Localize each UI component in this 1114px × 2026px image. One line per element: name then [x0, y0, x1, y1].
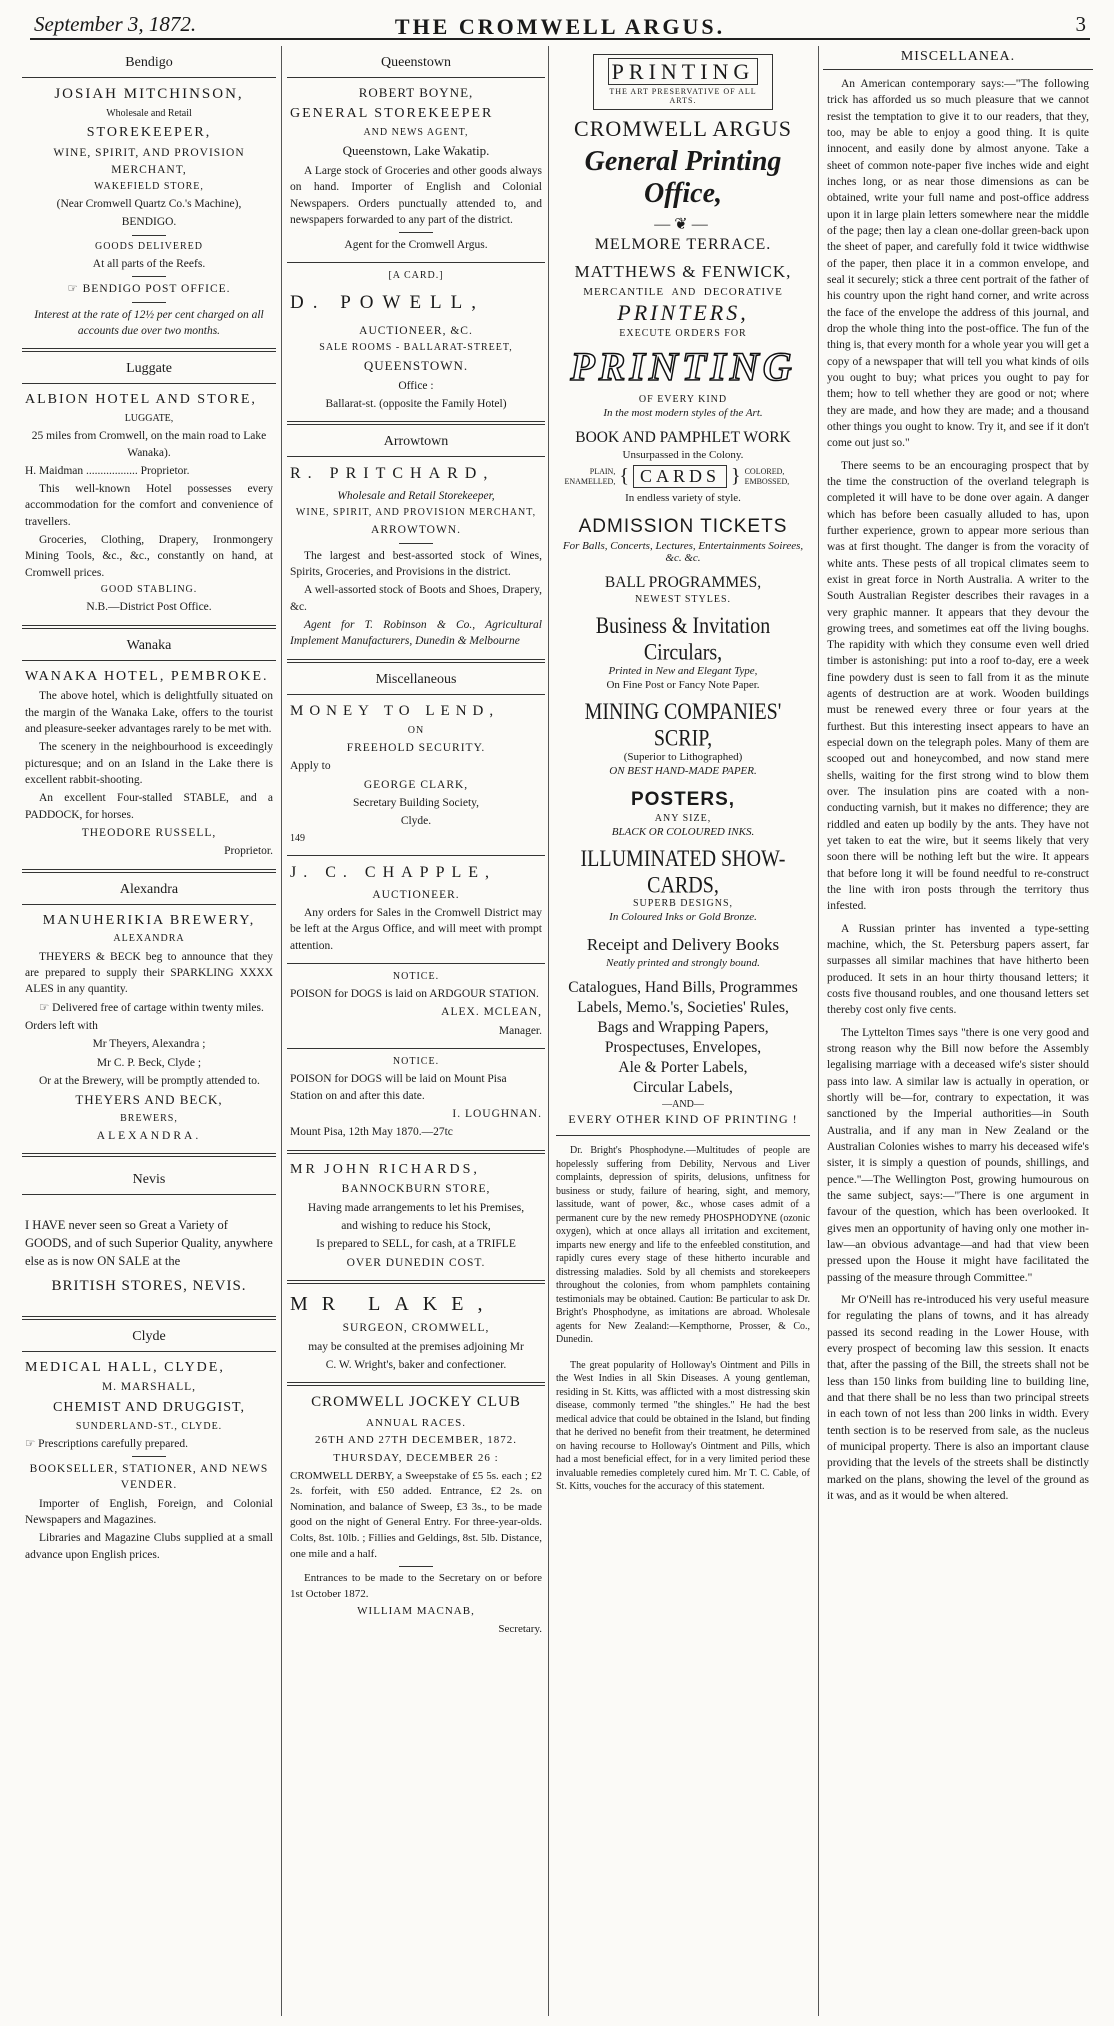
ad-jockey-club [287, 1386, 545, 1646]
advertiser-name: MEDICAL HALL, CLYDE, [25, 1359, 225, 1375]
ad-line: (Superior to Lithographed) [623, 751, 743, 763]
ad-line: OVER DUNEDIN COST. [346, 1256, 486, 1269]
divider [132, 235, 166, 236]
masthead [30, 8, 1090, 40]
ad-line: Having made arrangements to let his Premises, [307, 1201, 525, 1214]
ad-line: 26TH AND 27TH DECEMBER, 1872. [315, 1434, 517, 1447]
ad-line: Libraries and Magazine Clubs supplied at a small advance upon English prices. [25, 1532, 273, 1561]
ad-line: BLACK OR COLOURED INKS. [611, 826, 755, 838]
ad-line: SUPERB DESIGNS, [632, 898, 734, 909]
column-3-printing-ad [552, 46, 814, 2016]
ad-line: [A CARD.] [388, 270, 444, 282]
column-2 [287, 46, 545, 2016]
ad-line: ON BEST HAND-MADE PAPER. [609, 765, 757, 777]
ad-line: Mr Theyers, Alexandra ; [92, 1038, 206, 1051]
article-paragraph: A Russian printer has invented a type-setting machine, which, the St. Petersburg papers assert, far surpasses all similar machines that have hitherto been produced. It sets in an hour thirty thousand letters; it costs five thousand roubles, and one thousand letters set thereby cost only five cents. [827, 922, 1089, 1017]
ad-line: and wishing to reduce his Stock, [341, 1220, 491, 1233]
ad-line: BRITISH STORES, NEVIS. [51, 1278, 247, 1295]
ad-line: GEORGE CLARK, [363, 778, 469, 791]
ad-line: EVERY OTHER KIND OF PRINTING ! [568, 1112, 798, 1126]
ad-phosphodyne [556, 1135, 810, 1347]
ad-line: On Fine Post or Fancy Note Paper. [606, 679, 760, 691]
article-paragraph: There seems to be an encouraging prospect that by the time the construction of the overland telegraph is completed it will have to be done over again. A danger which has before been casually alluded to has, upon further experience, grown to appear more serious than was at first thought. The danger is from the voracity of white ants. These pests of all tropical climates seem to exist in great force in North Australia. A writer to the South Australian Register describes their ravages in a very graphic manner. It appears that they devour the growing trees, and sometimes eat off the living boughs. The rapidity with which they consume even well dried timber is astonishing: put into a roof to-day, ere a week fine powdery dust is seen to fall from it as the minute agents of destruction are at work. Wooden buildings must be renewed every three or four years at the furthest. But this interesting insect appears to have an especial down on the telegraph poles. Many of them are scooped out and honeycombed, and now stand mere shells, waiting for the first strong wind to blow them over. The insulation pins are coated with a non-conducting varnish, but it makes no difference; they are riddled and eaten up bodily by the ants. They have not yet taken to eat the wire, but it seems likely that very soon there will be nothing left but the wire. It appears that before long it will be found needful to re-construct the line with iron posts through the territory thus infested. [827, 459, 1089, 913]
advertiser-name: MR LAKE, [290, 1293, 497, 1316]
ad-line: POISON for DOGS will be laid on Mount Pisa Station on and after this date. [290, 1073, 507, 1102]
printing-display: PRINTING [570, 344, 796, 389]
ad-line: 25 miles from Cromwell, on the main road to Lake Wanaka). [31, 430, 267, 459]
ad-line: In Coloured Inks or Gold Bronze. [609, 911, 757, 923]
ad-line: THEYERS AND BECK, [75, 1092, 223, 1108]
ad-line: ☞ Delivered free of cartage within twenty miles. [39, 1001, 264, 1014]
ad-money-to-lend [287, 663, 545, 856]
ad-line: A Large stock of Groceries and other goods always on hand. Importer of English and Colonial Newspapers. Orders punctually attended to, and newspapers forwarded to any part of the district. [290, 164, 542, 226]
ad-line: Groceries, Clothing, Drapery, Ironmongery Mining Tools, &c., &c., constantly on hand, at Cromwell prices. [25, 534, 273, 579]
printing-banner-subtitle: THE ART PRESERVATIVE OF ALL ARTS. [609, 87, 757, 105]
ad-line: WINE, SPIRIT, AND PROVISION MERCHANT, [53, 147, 245, 176]
ad-luggate [22, 352, 276, 628]
ad-line: QUEENSTOWN. [363, 358, 469, 374]
section-heading: Wanaka [22, 633, 276, 661]
ad-line: The scenery in the neighbourhood is exceedingly picturesque; and on an Island in the Lake there is excellent rabbit-shooting. [25, 741, 273, 787]
article-paragraph: An American contemporary says:—"The following trick has afforded us so much pleasure that we cannot resist the temptation to give it to our readers, that they, too, may be able to enjoy a good thing. It is quite innocent, and easily done by almost anyone. Take a sheet of common note-paper five inches wide and eight inches long, or as near those dimensions as can be obtained, write your full name and post-office address upon it in large plain letters somewhere near the middle of the page; then lay a clean one-dollar green-back upon the sheet of paper, and carefully fold it twice widthwise of the paper, then place it in a common envelope, and seal it securely; stick a three cent portrait of the father of his country upon the right hand corner, and write across the face of the envelope the address of this journal, and drop the whole thing into the post-office. The fun of the thing is, that every month for a whole year you will get a copy of a newspaper that will tell you what kinds of oils you ought to buy; what prices you ought to pay for them; how to tell whether they are good or not; where they are made, and how they are made; and a thousand other things you ought to know. Try it, and see if it don't come out just so." [827, 78, 1089, 450]
column-1 [22, 46, 276, 2016]
ad-line: ALEX. MCLEAN, [441, 1006, 542, 1019]
ad-nevis [22, 1157, 276, 1319]
article-paragraph: The Lyttelton Times says "there is one very good and strong reason why the Bill now before the Assembly legalising marriage with a deceased wife's sister should pass into law. A similar law is actually in operation, or shortly will be—for, contrary to expectation, it was sanctioned by the Imperial authorities—in South Australia, and if any man in New Zealand or the Australian Colonies wishes to marry his deceased wife's sister, it is simply a question of pounds, shillings, and pence."—The Wellington Post, growing humourous on the same subject, says:—"There is one argument in favour of the question, which has been overlooked. It gives men an opportunity of having only one mother in-law—an obvious advantage—and had that view been pressed upon the House it might have facilitated the passing of the measure through Committee." [827, 1026, 1089, 1284]
ad-line: I HAVE never seen so Great a Variety of GOODS, and of such Superior Quality, anywhere else as is now ON SALE at the [25, 1218, 273, 1268]
ad-lake [287, 1284, 545, 1386]
ad-line: In the most modern styles of the Art. [603, 407, 763, 419]
ad-line: ALEXANDRA. [96, 1129, 202, 1142]
ad-line: NEWEST STYLES. [634, 594, 732, 605]
column-rule [281, 46, 282, 2016]
ad-line: AND [671, 287, 697, 298]
ad-line: AUCTIONEER, &C. [359, 324, 473, 337]
ad-line: MERCANTILE [583, 286, 665, 298]
ad-line: The above hotel, which is delightfully situated on the margin of the Wanaka Lake, offers to the tourist and pleasure-seeker advantages rarely to be met with. [25, 690, 273, 736]
advertiser-name: MANUHERIKIA BREWERY, [42, 912, 256, 928]
printing-banner [593, 54, 773, 110]
ad-line: PLAIN, ENAMELLED, [564, 466, 616, 486]
ad-line: CROMWELL DERBY, a Sweepstake of £5 5s. each ; £2 2s. forfeit, with £50 added. Entrance, £2 2s. on Nomination, and balance of Sweep, £3 3s., to be made good on the night of General Entry. For three-year-olds. Colts, 8st. 10lb. ; Fillies and Geldings, 8st. 5lb. Distance, one mile and a half. [290, 1469, 542, 1560]
section-heading: Alexandra [22, 877, 276, 905]
ad-line: Manager. [498, 1024, 542, 1037]
section-heading: Luggate [22, 356, 276, 384]
divider [399, 232, 433, 233]
divider [132, 302, 166, 303]
advertiser-name: MONEY TO LEND, [290, 702, 500, 719]
ad-line: may be consulted at the premises adjoining Mr [308, 1340, 524, 1353]
advertiser-name: JOSIAH MITCHINSON, [54, 85, 244, 102]
ad-line: Agent for the Cromwell Argus. [344, 239, 488, 252]
page-number: 3 [1075, 12, 1086, 36]
firm-name: MATTHEWS & FENWICK, [574, 262, 792, 281]
ad-line: Ballarat-st. (opposite the Family Hotel) [325, 397, 507, 410]
ad-line: This well-known Hotel possesses every accommodation for the comfort and convenience of travellers. [25, 483, 273, 528]
ad-line: ANY SIZE, [654, 813, 712, 824]
ad-line: Importer of English, Foreign, and Colonial Newspapers and Magazines. [25, 1497, 273, 1527]
printer-name: CROMWELL ARGUS [574, 116, 792, 141]
ad-line: Interest at the rate of 12½ per cent charged on all accounts due over two months. [34, 308, 264, 337]
cards-line [556, 465, 810, 488]
advertiser-name: R. PRITCHARD, [290, 465, 495, 483]
ad-line: AUCTIONEER. [372, 888, 460, 901]
ad-bendigo [22, 46, 276, 352]
ad-richards [287, 1154, 545, 1285]
ad-line: LUGGATE, [124, 412, 174, 424]
ad-line: Neatly printed and strongly bound. [606, 957, 760, 969]
ad-line: GOODS DELIVERED [94, 240, 204, 252]
ad-line: Mr C. P. Beck, Clyde ; [96, 1056, 202, 1069]
ad-line: Prospectuses, Envelopes, [604, 1039, 762, 1056]
divider [399, 543, 433, 544]
ad-line: ADMISSION TICKETS [578, 516, 788, 537]
advertiser-name: J. C. CHAPPLE, [290, 863, 497, 881]
ad-arrowtown [287, 425, 545, 662]
ad-line: CHEMIST AND DRUGGIST, [53, 1399, 245, 1415]
ad-line: POSTERS, [630, 789, 736, 810]
ad-line: —AND— [662, 1099, 704, 1110]
ad-line: Entrances to be made to the Secretary on or before 1st October 1872. [290, 1572, 542, 1600]
ad-line: PRINTERS, [617, 300, 749, 325]
ad-line: EXECUTE ORDERS FOR [619, 328, 747, 339]
ad-line: Secretary Building Society, [352, 797, 480, 810]
ad-queenstown [287, 46, 545, 263]
ad-line: STOREKEEPER, [86, 125, 212, 141]
ad-line: ILLUMINATED SHOW-CARDS, [580, 846, 786, 899]
column-4-miscellanea [823, 46, 1093, 2016]
divider [399, 1566, 433, 1567]
divider [132, 1456, 166, 1457]
ad-line: BOOKSELLER, STATIONER, AND NEWS VENDER. [29, 1463, 269, 1492]
ad-line: (Near Cromwell Quartz Co.'s Machine), [56, 198, 242, 211]
ad-line: ON [407, 724, 425, 736]
advertiser-name: ALBION HOTEL AND STORE, [25, 392, 257, 408]
section-heading: Clyde [22, 1324, 276, 1352]
ad-line: BREWERS, [120, 1112, 178, 1124]
divider [132, 276, 166, 277]
ad-clyde [22, 1320, 276, 1572]
ad-line: Is prepared to SELL, for cash, at a TRIFLE [316, 1238, 516, 1251]
notice-ardgour [287, 964, 545, 1049]
ad-line: OF EVERY KIND [638, 394, 728, 405]
ad-line: MELMORE TERRACE. [594, 236, 772, 253]
ad-line: ☞ BENDIGO POST OFFICE. [67, 283, 231, 296]
section-heading: Miscellaneous [287, 667, 545, 695]
advertiser-name: D. POWELL, [290, 291, 486, 313]
advertiser-name: ROBERT BOYNE, [358, 84, 474, 100]
ad-line: In endless variety of style. [625, 492, 741, 504]
section-heading: Queenstown [287, 50, 545, 78]
ad-alexandra [22, 873, 276, 1158]
article-paragraph: Mr O'Neill has re-introduced his very useful measure for regulating the plans of towns, and it has already passed its second reading in the Lower House, with every prospect of becoming law this session. It enacts that, after the passing of the Bill, the streets shall not be less than 150 links from building line to building line, and that there shall be no less than two principal streets in each town of not less than 200 links in width. Every tenth section is to be reserved from sale, as the nucleus of municipal property. There is also an important clause providing that the levels of the streets shall be distinctly marked on the plans, showing the level of the ground as it was, and as it would be when altered. [827, 1293, 1089, 1502]
notice-heading: NOTICE. [392, 970, 440, 982]
ad-line: WINE, SPIRIT, AND PROVISION MERCHANT, [295, 507, 537, 519]
ad-line: ALEXANDRA [113, 933, 185, 945]
column-rule [548, 46, 549, 2016]
ad-line: THEYERS & BECK beg to announce that they are prepared to supply their SPARKLING XXXX ALES in any quantity. [25, 950, 273, 996]
office-title: General Printing Office, [584, 146, 782, 209]
ad-line: Business & Invitation Circulars, [595, 613, 771, 666]
ad-line: Labels, Memo.'s, Societies' Rules, [577, 999, 789, 1016]
article-paragraph: The great popularity of Holloway's Ointment and Pills in the West Indies in all Skin Diseases. A young gentleman, residing in St. Kitts, was afflicted with a most distressing skin disease, commonly termed "the shingles." He had the best medical advice that could be obtained in the Island, but finding that he derived no benefit from their treatment, he determined on having recourse to Holloway's Ointment and Pills, which had a most beneficial effect, for in a very limited period these invaluable remedies completely cured him. Mr T. C. Cable, of St. Kitts, vouches for the accuracy of this statement. [556, 1359, 810, 1492]
section-heading: MISCELLANEA. [823, 46, 1093, 70]
ad-line: A well-assorted stock of Boots and Shoes, Drapery, &c. [290, 584, 542, 613]
notice-heading: NOTICE. [392, 1056, 440, 1068]
ad-line: DECORATIVE [703, 286, 783, 298]
ad-line: Mount Pisa, 12th May 1870.—27tc [290, 1126, 453, 1139]
ad-line: The largest and best-assorted stock of Wines, Spirits, Groceries, and Provisions in the district. [290, 549, 542, 579]
ad-line: Clyde. [400, 815, 432, 828]
ad-line: COLORED, EMBOSSED, [744, 466, 790, 486]
ad-line: AND NEWS AGENT, [363, 127, 469, 139]
masthead-title: THE CROMWELL ARGUS. [394, 14, 726, 39]
ad-line: SURGEON, CROMWELL, [342, 1322, 490, 1335]
section-heading: Arrowtown [287, 429, 545, 457]
ad-line: Or at the Brewery, will be promptly attended to. [39, 1074, 260, 1087]
ad-line: Proprietor. [224, 845, 273, 858]
ad-line: BENDIGO. [121, 216, 177, 229]
ad-line: THEODORE RUSSELL, [81, 827, 217, 840]
ad-holloway [556, 1355, 810, 1494]
ad-line: Ale & Porter Labels, [618, 1059, 748, 1076]
ad-line: THURSDAY, DECEMBER 26 : [333, 1451, 499, 1464]
ad-powell [287, 263, 545, 425]
ad-line: BANNOCKBURN STORE, [341, 1183, 491, 1196]
ad-line: Receipt and Delivery Books [586, 935, 780, 954]
brace: } [730, 465, 741, 487]
advertiser-name: CROMWELL JOCKEY CLUB [311, 1394, 521, 1411]
ad-line: H. Maidman .................. Proprietor. [25, 464, 190, 477]
column-rule [818, 46, 819, 2016]
ad-line: Office : [398, 379, 434, 392]
section-heading: Nevis [22, 1167, 276, 1195]
ad-line: Any orders for Sales in the Cromwell District may be left at the Argus Office, and will meet with prompt attention. [290, 906, 542, 952]
ad-line: Orders left with [25, 1019, 98, 1032]
ad-line: Wholesale and Retail Storekeeper, [337, 489, 495, 502]
ad-line: Catalogues, Hand Bills, Programmes [568, 979, 798, 996]
printing-banner-title: PRINTING [608, 58, 759, 85]
ad-line: Apply to [290, 760, 331, 773]
brace: { [619, 465, 629, 487]
section-heading: Bendigo [22, 50, 276, 78]
ad-line: Wholesale and Retail [106, 108, 192, 120]
ad-line: Unsurpassed in the Colony. [622, 449, 744, 461]
ad-line: BOOK AND PAMPHLET WORK [575, 429, 791, 446]
ad-line: MINING COMPANIES' SCRIP, [584, 699, 782, 752]
ad-line: ARROWTOWN. [371, 524, 461, 537]
ad-line: An excellent Four-stalled STABLE, and a PADDOCK, for horses. [25, 792, 273, 821]
ornament: —❦— [654, 216, 712, 233]
ad-line: GENERAL STOREKEEPER [290, 106, 494, 122]
notice-mount-pisa [287, 1049, 545, 1154]
masthead-date: September 3, 1872. [34, 12, 197, 36]
ad-line: GOOD STABLING. [100, 584, 198, 596]
advertiser-name: WANAKA HOTEL, PEMBROKE. [25, 668, 269, 684]
ad-line: POISON for DOGS is laid on ARDGOUR STATION. [290, 988, 539, 1001]
ad-line: Secretary. [498, 1623, 542, 1636]
ad-wanaka [22, 629, 276, 873]
ad-line: CARDS [633, 465, 727, 488]
ad-line: Queenstown, Lake Wakatip. [342, 143, 490, 159]
ad-line: I. LOUGHNAN. [452, 1107, 542, 1120]
ad-line: ANNUAL RACES. [366, 1416, 466, 1429]
ad-line: Printed in New and Elegant Type, [608, 665, 758, 677]
article-paragraph: Dr. Bright's Phosphodyne.—Multitudes of people are hopelessly suffering from Debility, Nervous and Liver complaints, depression of spirits, delusions, unfitness for business or study, failure of hearing, sight, and memory, lassitude, want of power, &c., whose cases admit of a permanent cure by the new remedy PHOSPHODYNE (ozonic oxygen), which at once allays all irritation and excitement, imparts new energy and life to the enfeebled constitution, and rapidly cures every stage of these hitherto incurable and distressing maladies. Sold by all chemists and storekeepers throughout the colonies, from whom pamphlets containing testimonials may be obtained. Caution: Be particular to ask Dr. Bright's Phosphodyne, as imitations are abroad. Wholesale agents for New Zealand:—Kempthorne, Prosser, & Co., Dunedin. [556, 1145, 810, 1345]
ad-line: N.B.—District Post Office. [86, 601, 212, 614]
ad-line: SUNDERLAND-ST., CLYDE. [75, 1420, 223, 1432]
ad-line: BALL PROGRAMMES, [604, 574, 762, 591]
advertiser-name: MR JOHN RICHARDS, [290, 1161, 480, 1177]
ad-line: WILLIAM MACNAB, [357, 1605, 475, 1618]
ad-line: For Balls, Concerts, Lectures, Entertainments Soirees, &c. &c. [562, 540, 804, 564]
ad-line: WAKEFIELD STORE, [94, 180, 204, 192]
ad-line: 149 [290, 832, 305, 844]
ad-chapple [287, 856, 545, 964]
ad-line: Bags and Wrapping Papers, [597, 1019, 769, 1036]
ad-line: Circular Labels, [633, 1079, 733, 1096]
ad-line: Agent for T. Robinson & Co., Agricultural Implement Manufacturers, Dunedin & Melbourne [290, 619, 542, 648]
ad-line: At all parts of the Reefs. [92, 257, 206, 270]
ad-line: SALE ROOMS - BALLARAT-STREET, [319, 341, 513, 353]
ad-line: M. MARSHALL, [101, 1381, 197, 1394]
ad-line: ☞ Prescriptions carefully prepared. [25, 1437, 188, 1450]
ad-line: C. W. Wright's, baker and confectioner. [325, 1359, 507, 1372]
ad-line: FREEHOLD SECURITY. [346, 742, 486, 755]
